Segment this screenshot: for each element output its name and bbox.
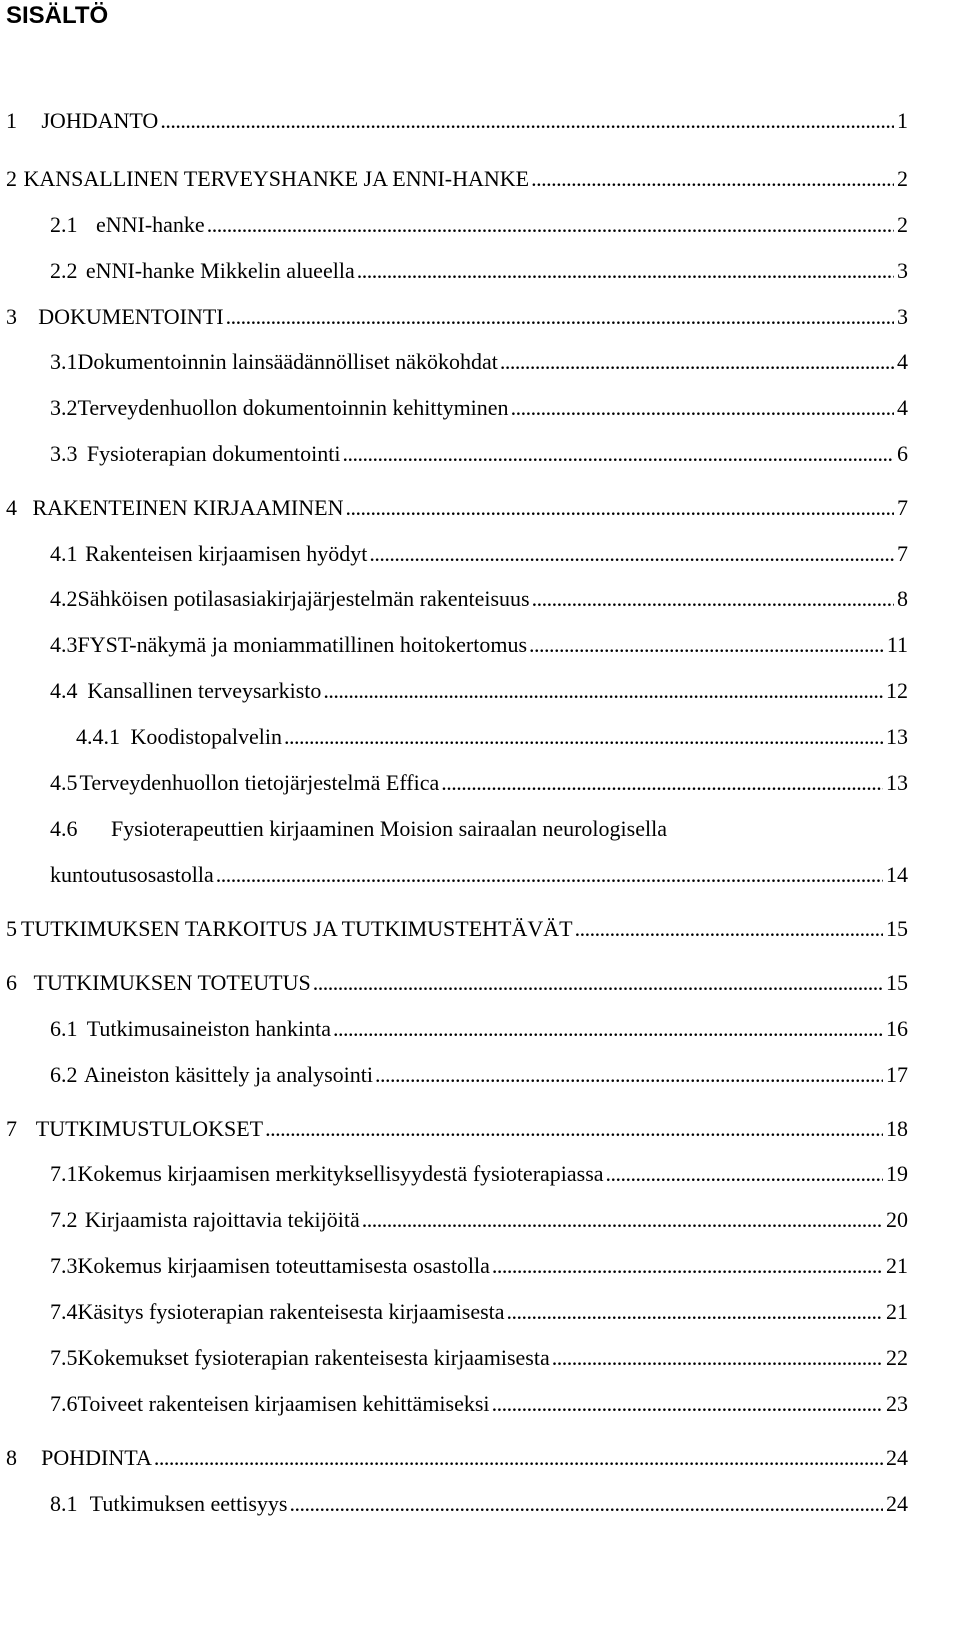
dot-leader xyxy=(492,1389,883,1419)
entry-number: 6.2 xyxy=(50,1062,78,1087)
toc-entry[interactable] xyxy=(6,914,908,944)
toc-entry[interactable] xyxy=(50,347,908,377)
entry-title: TUTKIMUKSEN TOTEUTUS xyxy=(33,970,311,995)
entry-title: POHDINTA xyxy=(41,1445,152,1470)
entry-page: 23 xyxy=(886,1391,908,1416)
entry-page: 21 xyxy=(886,1253,908,1278)
entry-number: 1 xyxy=(6,108,17,133)
entry-number: 3.3 xyxy=(50,441,78,466)
dot-leader xyxy=(160,106,894,136)
entry-number: 4 xyxy=(6,495,17,520)
entry-number: 4.1 xyxy=(50,541,78,566)
entry-title: JOHDANTO xyxy=(41,108,159,133)
toc-entry[interactable] xyxy=(50,1297,908,1327)
entry-title: TUTKIMUKSEN TARKOITUS JA TUTKIMUSTEHTÄVÄT xyxy=(20,916,573,941)
toc-entry[interactable] xyxy=(50,676,908,706)
dot-leader xyxy=(216,860,883,890)
entry-title: Dokumentoinnin lainsäädännölliset näkökohdat xyxy=(77,349,498,374)
toc-entry-wrapped-second-line[interactable] xyxy=(50,860,908,890)
entry-page: 16 xyxy=(886,1016,908,1041)
entry-page: 7 xyxy=(897,541,908,566)
toc-entry[interactable] xyxy=(6,1114,908,1144)
dot-leader xyxy=(492,1251,883,1281)
toc-entry[interactable] xyxy=(50,539,908,569)
dot-leader xyxy=(500,347,894,377)
entry-page: 13 xyxy=(886,770,908,795)
entry-title: KANSALLINEN TERVEYSHANKE JA ENNI-HANKE xyxy=(23,166,530,191)
dot-leader xyxy=(552,1343,883,1373)
entry-number: 8 xyxy=(6,1445,17,1470)
entry-page: 12 xyxy=(886,678,908,703)
toc-entry[interactable] xyxy=(50,439,908,469)
entry-page: 19 xyxy=(886,1161,908,1186)
entry-title-line2: kuntoutusosastolla xyxy=(50,862,214,887)
toc-entry[interactable] xyxy=(50,1389,908,1419)
entry-page: 17 xyxy=(886,1062,908,1087)
dot-leader xyxy=(369,539,894,569)
entry-number: 4.6 xyxy=(50,816,78,841)
entry-page: 18 xyxy=(886,1116,908,1141)
toc-entry[interactable] xyxy=(50,1343,908,1373)
entry-title: Kokemukset fysioterapian rakenteisesta kirjaamisesta xyxy=(77,1345,550,1370)
entry-page: 22 xyxy=(886,1345,908,1370)
toc-entry[interactable] xyxy=(6,493,908,523)
entry-number: 6 xyxy=(6,970,17,995)
dot-leader xyxy=(345,493,894,523)
toc-entry[interactable] xyxy=(50,630,908,660)
entry-page: 21 xyxy=(886,1299,908,1324)
entry-title: Kirjaamista rajoittavia tekijöitä xyxy=(84,1207,360,1232)
entry-title: Terveydenhuollon tietojärjestelmä Effica xyxy=(79,770,440,795)
entry-title: Tutkimusaineiston hankinta xyxy=(86,1016,332,1041)
dot-leader xyxy=(511,393,894,423)
entry-number: 7.6 xyxy=(50,1391,78,1416)
entry-title-line1: Fysioterapeuttien kirjaaminen Moision sairaalan neurologisella xyxy=(111,816,667,841)
entry-number: 4.3 xyxy=(50,632,78,657)
dot-leader xyxy=(207,210,894,240)
entry-number: 4.4 xyxy=(50,678,78,703)
dot-leader xyxy=(362,1205,883,1235)
entry-page: 1 xyxy=(897,108,908,133)
entry-title: Koodistopalvelin xyxy=(130,724,283,749)
entry-title: eNNI-hanke Mikkelin alueella xyxy=(85,258,355,283)
entry-title: FYST-näkymä ja moniammatillinen hoitokertomus xyxy=(77,632,528,657)
dot-leader xyxy=(226,302,894,332)
toc-entry[interactable] xyxy=(50,1489,908,1519)
entry-title: Toiveet rakenteisen kirjaamisen kehittämiseksi xyxy=(77,1391,490,1416)
entry-title: Kokemus kirjaamisen toteuttamisesta osastolla xyxy=(77,1253,490,1278)
entry-page: 15 xyxy=(886,916,908,941)
entry-page: 3 xyxy=(897,304,908,329)
entry-page: 8 xyxy=(897,586,908,611)
toc-entry[interactable] xyxy=(6,106,908,136)
dot-leader xyxy=(342,439,894,469)
toc-entry[interactable] xyxy=(50,584,908,614)
entry-number: 2.1 xyxy=(50,212,78,237)
entry-page: 6 xyxy=(897,441,908,466)
toc-entry[interactable] xyxy=(50,768,908,798)
entry-number: 8.1 xyxy=(50,1491,78,1516)
entry-page: 2 xyxy=(897,166,908,191)
entry-page: 3 xyxy=(897,258,908,283)
entry-page: 24 xyxy=(886,1445,908,1470)
dot-leader xyxy=(507,1297,883,1327)
entry-title: Käsitys fysioterapian rakenteisesta kirjaamisesta xyxy=(77,1299,505,1324)
entry-page: 14 xyxy=(886,862,908,887)
entry-title: Fysioterapian dokumentointi xyxy=(86,441,341,466)
entry-page: 4 xyxy=(897,349,908,374)
toc-entry[interactable] xyxy=(50,256,908,286)
dot-leader xyxy=(333,1014,883,1044)
toc-entry[interactable] xyxy=(50,210,908,240)
toc-heading: SISÄLTÖ xyxy=(6,2,109,29)
entry-number: 7 xyxy=(6,1116,17,1141)
toc-entry[interactable] xyxy=(76,722,908,752)
entry-number: 3.1 xyxy=(50,349,78,374)
dot-leader xyxy=(265,1114,883,1144)
entry-number: 4.2 xyxy=(50,586,78,611)
entry-number: 4.4.1 xyxy=(76,724,120,749)
entry-number: 2.2 xyxy=(50,258,78,283)
toc-entry[interactable] xyxy=(50,1014,908,1044)
entry-number: 3.2 xyxy=(50,395,78,420)
toc-entry[interactable] xyxy=(50,393,908,423)
dot-leader xyxy=(313,968,883,998)
dot-leader xyxy=(531,164,894,194)
entry-number: 2 xyxy=(6,166,17,191)
entry-title: Aineiston käsittely ja analysointi xyxy=(83,1062,373,1087)
entry-number: 7.5 xyxy=(50,1345,78,1370)
toc-entry[interactable] xyxy=(50,1159,908,1189)
entry-title: Terveydenhuollon dokumentoinnin kehittyminen xyxy=(77,395,509,420)
toc-entry[interactable] xyxy=(50,1251,908,1281)
entry-title: Sähköisen potilasasiakirjajärjestelmän rakenteisuus xyxy=(77,586,530,611)
toc-entry[interactable] xyxy=(6,164,908,194)
toc-entry[interactable] xyxy=(6,968,908,998)
dot-leader xyxy=(441,768,883,798)
entry-number: 6.1 xyxy=(50,1016,78,1041)
entry-title: Kansallinen terveysarkisto xyxy=(87,678,322,703)
entry-page: 2 xyxy=(897,212,908,237)
entry-page: 7 xyxy=(897,495,908,520)
dot-leader xyxy=(323,676,883,706)
dot-leader xyxy=(532,584,894,614)
toc-entry[interactable] xyxy=(6,1443,908,1473)
dot-leader xyxy=(575,914,883,944)
toc-entry-wrapped-first-line[interactable] xyxy=(50,814,667,844)
dot-leader xyxy=(357,256,894,286)
entry-page: 15 xyxy=(886,970,908,995)
entry-number: 7.4 xyxy=(50,1299,78,1324)
dot-leader xyxy=(529,630,884,660)
entry-title: Kokemus kirjaamisen merkityksellisyydestä fysioterapiassa xyxy=(77,1161,604,1186)
entry-page: 20 xyxy=(886,1207,908,1232)
dot-leader xyxy=(154,1443,883,1473)
entry-page: 11 xyxy=(886,632,908,657)
entry-title: TUTKIMUSTULOKSET xyxy=(35,1116,264,1141)
entry-number: 7.1 xyxy=(50,1161,78,1186)
entry-number: 7.2 xyxy=(50,1207,78,1232)
entry-number: 7.3 xyxy=(50,1253,78,1278)
entry-number: 5 xyxy=(6,916,17,941)
entry-page: 13 xyxy=(886,724,908,749)
entry-number: 4.5 xyxy=(50,770,78,795)
entry-title: DOKUMENTOINTI xyxy=(38,304,224,329)
toc-entry[interactable] xyxy=(50,1060,908,1090)
dot-leader xyxy=(375,1060,883,1090)
dot-leader xyxy=(606,1159,883,1189)
entry-title: Rakenteisen kirjaamisen hyödyt xyxy=(85,541,368,566)
dot-leader xyxy=(284,722,883,752)
entry-title: Tutkimuksen eettisyys xyxy=(89,1491,288,1516)
entry-title: RAKENTEINEN KIRJAAMINEN xyxy=(32,495,344,520)
toc-entry[interactable] xyxy=(6,302,908,332)
entry-title: eNNI-hanke xyxy=(95,212,205,237)
toc-entry[interactable] xyxy=(50,1205,908,1235)
entry-page: 4 xyxy=(897,395,908,420)
dot-leader xyxy=(290,1489,884,1519)
entry-page: 24 xyxy=(886,1491,908,1516)
entry-number: 3 xyxy=(6,304,17,329)
